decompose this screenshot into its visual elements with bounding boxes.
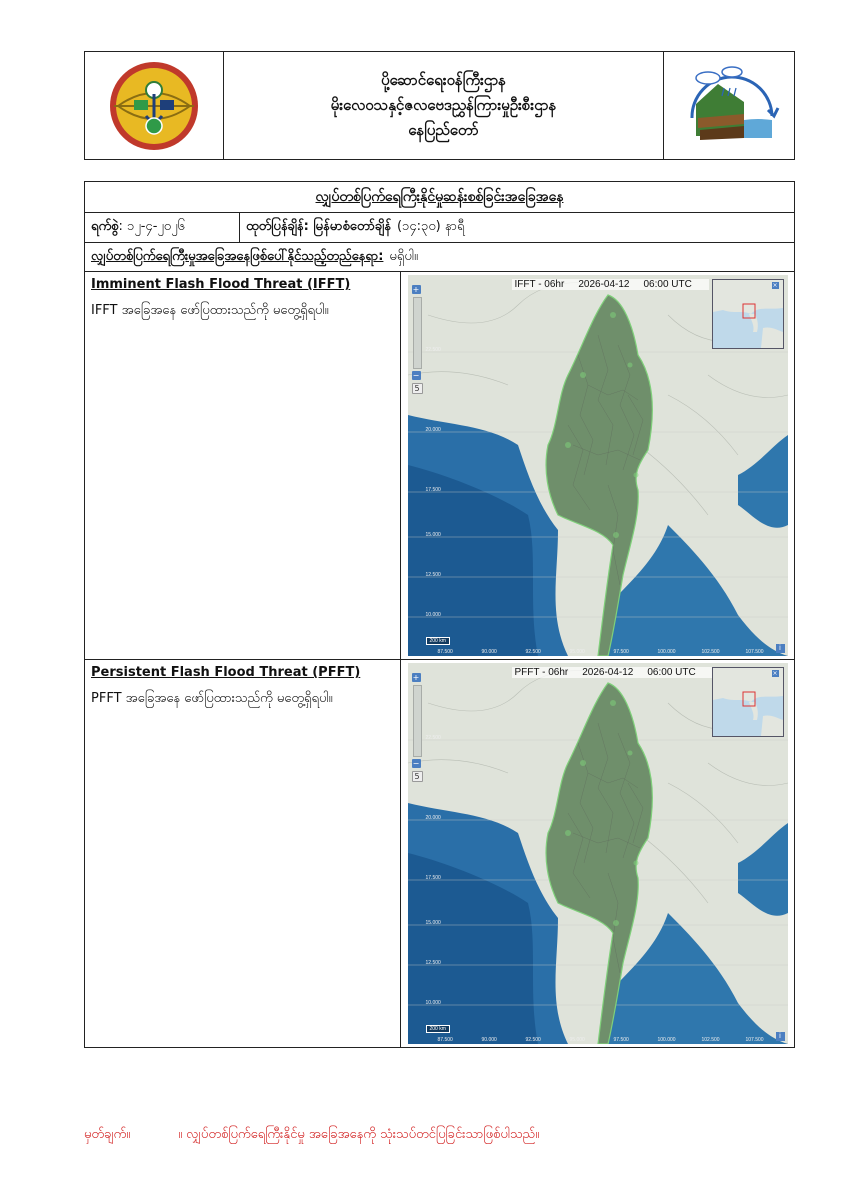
zoom-slider[interactable] (413, 685, 422, 757)
pfft-panel (85, 660, 794, 1047)
lon-tick-label: 100.000 (657, 1037, 676, 1043)
pfft-map-title (512, 667, 713, 678)
map-date-label: 2026-04-12 (582, 667, 634, 678)
note-text: ။ လျှပ်တစ်ပြက်ရေကြီးနိုင်မှု အခြေအနေကို သုံးသပ်တင်ပြခြင်းသာဖြစ်ပါသည်။ (178, 1127, 540, 1142)
scale-bar: 200 km (426, 637, 450, 645)
lat-tick-label: 17.500 (425, 875, 441, 881)
map-date-label: 2026-04-12 (578, 279, 630, 290)
lon-tick-label: 92.500 (525, 649, 541, 655)
ministry-name: ပို့ဆောင်ရေးဝန်ကြီးဌာန (380, 71, 507, 89)
footer-note (84, 1126, 539, 1145)
zoom-in-button[interactable]: + (412, 285, 420, 294)
lon-tick-label: 95.000 (569, 649, 585, 655)
ifft-map-title (512, 279, 709, 290)
lon-tick-label: 90.000 (481, 1037, 497, 1043)
lon-tick-label: 87.500 (437, 1037, 453, 1043)
ifft-panel (85, 272, 794, 660)
date-label: ရက်စွဲ (91, 219, 119, 234)
zoom-level-indicator: 5 (412, 771, 423, 782)
issue-time-label: ထုတ်ပြန်ချိန်: မြန်မာစံတော်ချိန် (246, 219, 391, 234)
lon-tick-label: 95.000 (569, 1037, 585, 1043)
pfft-description (85, 660, 401, 1047)
inset-basemap (713, 280, 783, 348)
pfft-map (408, 663, 788, 1044)
zoom-out-button[interactable]: − (412, 371, 420, 380)
lon-tick-label: 90.000 (481, 649, 497, 655)
lat-tick-label: 10.000 (425, 612, 441, 618)
pfft-heading: Persistent Flash Flood Threat (PFFT) (91, 665, 361, 680)
date-value: : ၁၂-၄-၂၀၂၆ (118, 219, 185, 234)
close-icon[interactable]: × (772, 670, 778, 677)
inset-basemap (713, 668, 783, 736)
lon-tick-label: 102.500 (701, 649, 720, 655)
lat-tick-label: 20.000 (425, 815, 441, 821)
map-product-label: IFFT - 06hr (514, 279, 565, 290)
date-row (85, 213, 794, 243)
lon-tick-label: 107.500 (745, 1037, 764, 1043)
ministry-emblem-icon (108, 60, 200, 152)
lon-tick-label: 87.500 (437, 649, 453, 655)
lat-tick-label: 15.000 (425, 920, 441, 926)
lat-tick-label: 10.000 (425, 1000, 441, 1006)
lon-tick-label: 97.500 (613, 649, 629, 655)
close-icon[interactable]: × (772, 282, 778, 289)
zoom-level-indicator: 5 (412, 383, 423, 394)
lon-tick-label: 92.500 (525, 1037, 541, 1043)
lat-tick-label: 17.500 (425, 487, 441, 493)
map-time-label: 06:00 UTC (643, 279, 692, 290)
pfft-map-cell (401, 660, 794, 1047)
lat-tick-label: 20.000 (425, 427, 441, 433)
status-label: လျှပ်တစ်ပြက်ရေကြီးမှုအခြေအနေဖြစ်ပေါ်နိုင်သည့်တည်နေရာ: (91, 248, 384, 264)
pfft-text: PFFT အခြေအနေ ဖော်ပြထားသည်ကို မတွေ့ရှိရပါ။ (91, 691, 333, 706)
issue-time-value: (၁၄:၃၀) နာရီ (396, 219, 465, 234)
overview-inset-map[interactable] (712, 279, 784, 349)
status-value: မရှိပါ။ (389, 248, 418, 264)
info-icon[interactable]: i (776, 644, 785, 653)
zoom-out-button[interactable]: − (412, 759, 420, 768)
ifft-text: IFFT အခြေအနေ ဖော်ပြထားသည်ကို မတွေ့ရှိရပါ။ (91, 303, 329, 318)
status-row (85, 243, 794, 272)
lon-tick-label: 97.500 (613, 1037, 629, 1043)
document-header (84, 51, 795, 160)
lon-tick-label: 102.500 (701, 1037, 720, 1043)
overview-inset-map[interactable] (712, 667, 784, 737)
ifft-heading: Imminent Flash Flood Threat (IFFT) (91, 277, 351, 292)
ifft-map-cell (401, 272, 794, 659)
department-name: မိုးလေဝသနှင့်ဇလဗေဒညွှန်ကြားမှုဦးစီးဌာန (330, 96, 557, 114)
ifft-description (85, 272, 401, 659)
location-name: နေပြည်တော် (408, 121, 479, 139)
zoom-slider[interactable] (413, 297, 422, 369)
zoom-in-button[interactable]: + (412, 673, 420, 682)
issue-time-cell (240, 213, 794, 242)
info-icon[interactable]: i (776, 1032, 785, 1041)
hydrology-logo-cell (663, 52, 794, 159)
assessment-table (84, 181, 795, 1048)
note-label: မှတ်ချက်။ (84, 1127, 131, 1142)
date-cell (85, 213, 240, 242)
table-title: လျှပ်တစ်ပြက်ရေကြီးနိုင်မှုဆန်းစစ်ခြင်းအခြေအနေ (85, 182, 794, 213)
lat-tick-label: 22.500 (425, 347, 441, 353)
map-product-label: PFFT - 06hr (514, 667, 569, 678)
scale-bar: 200 km (426, 1025, 450, 1033)
lat-tick-label: 15.000 (425, 532, 441, 538)
map-time-label: 06:00 UTC (647, 667, 696, 678)
lat-tick-label: 12.500 (425, 960, 441, 966)
lon-tick-label: 100.000 (657, 649, 676, 655)
lon-tick-label: 107.500 (745, 649, 764, 655)
lat-tick-label: 12.500 (425, 572, 441, 578)
lat-tick-label: 22.500 (425, 735, 441, 741)
water-cycle-logo-icon (674, 58, 784, 154)
header-title (224, 52, 663, 159)
ifft-map (408, 275, 788, 656)
ministry-logo-cell (85, 52, 224, 159)
